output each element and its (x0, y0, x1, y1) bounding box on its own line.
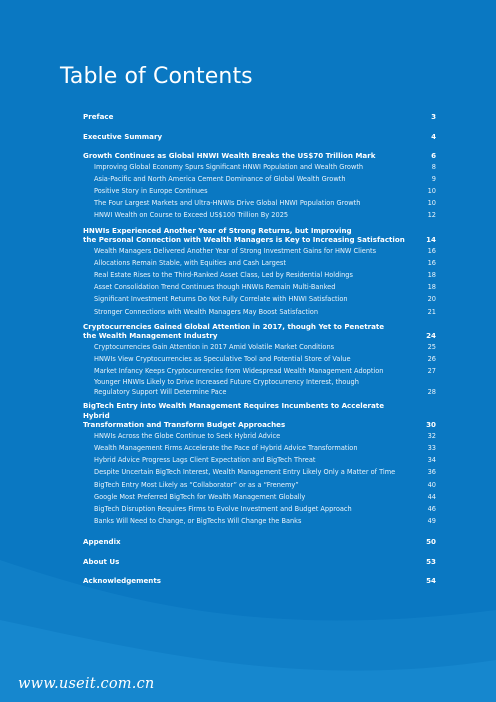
toc-subentry[interactable]: Asia-Pacific and North America Cement Dominance of Global Wealth Growth 9 (94, 174, 436, 183)
toc-subentry[interactable]: Positive Story in Europe Continues 10 (94, 186, 436, 195)
toc-subentry[interactable]: HNWI Wealth on Course to Exceed US$100 Trillion By 2025 12 (94, 211, 436, 220)
toc-subentry[interactable]: Wealth Managers Delivered Another Year of Strong Investment Gains for HNW Clients 16 (94, 246, 436, 255)
toc-subentry[interactable]: BigTech Entry Most Likely as “Collaborator” or as a “Frenemy” 40 (94, 480, 436, 489)
page-title: Table of Contents (60, 64, 253, 89)
toc-entry-about-us[interactable]: About Us 53 (83, 556, 436, 566)
page-number: 3 (431, 112, 436, 121)
toc-subentry[interactable]: Cryptocurrencies Gain Attention in 2017 Amid Volatile Market Conditions 25 (94, 342, 436, 351)
page-number: 30 (426, 420, 436, 430)
toc-subentry[interactable]: Market Infancy Keeps Cryptocurrencies from Widespread Wealth Management Adoption 27 (94, 367, 436, 376)
toc-subentry[interactable]: The Four Largest Markets and Ultra-HNWIs Drive Global HNWI Population Growth 10 (94, 199, 436, 208)
toc-subentry[interactable]: BigTech Disruption Requires Firms to Evolve Investment and Budget Approach 46 (94, 505, 436, 514)
toc-entry-preface[interactable]: Preface 3 (83, 112, 436, 121)
page-number: 14 (426, 235, 436, 245)
toc-subentry[interactable]: Asset Consolidation Trend Continues though HNWIs Remain Multi-Banked 18 (94, 283, 436, 292)
toc-subentry[interactable]: Younger HNWIs Likely to Drive Increased Future Cryptocurrency Interest, though Regulatory Support Will Determine Pace 28 (94, 378, 436, 396)
toc-subentry[interactable]: Wealth Management Firms Accelerate the Pace of Hybrid Advice Transformation 33 (94, 444, 436, 453)
page-number: 24 (426, 331, 436, 341)
page-number: 53 (426, 556, 436, 566)
toc-section-cryptocurrencies[interactable]: Cryptocurrencies Gained Global Attention in 2017, though Yet to Penetrate the Wealth Management Industry 24 (83, 321, 436, 341)
toc-section-bigtech[interactable]: BigTech Entry into Wealth Management Requires Incumbents to Accelerate Hybrid Transformation and Transform Budget Approaches 30 (83, 401, 436, 430)
toc-section-returns[interactable]: HNWIs Experienced Another Year of Strong Returns, but Improving the Personal Connection with Wealth Managers is Key to Increasing Satisfaction 14 (83, 225, 436, 245)
page-number: 6 (431, 151, 436, 160)
page-number: 4 (431, 131, 436, 141)
toc-subentry[interactable]: Hybrid Advice Progress Lags Client Expectation and BigTech Threat 34 (94, 456, 436, 465)
toc-entry-appendix[interactable]: Appendix 50 (83, 537, 436, 547)
toc-subentry[interactable]: Stronger Connections with Wealth Managers May Boost Satisfaction 21 (94, 307, 436, 316)
page-number: 54 (426, 576, 436, 586)
toc-subentry[interactable]: Improving Global Economy Spurs Significant HNWI Population and Wealth Growth 8 (94, 162, 436, 171)
toc-subentry[interactable]: HNWIs View Cryptocurrencies as Speculative Tool and Potential Store of Value 26 (94, 354, 436, 363)
watermark: www.useit.com.cn (18, 676, 155, 692)
page-number: 50 (426, 537, 436, 547)
toc-subentry[interactable]: HNWIs Across the Globe Continue to Seek Hybrid Advice 32 (94, 431, 436, 440)
toc-list (83, 112, 436, 586)
toc-subentry[interactable]: Google Most Preferred BigTech for Wealth Management Globally 44 (94, 492, 436, 501)
toc-entry-acknowledgements[interactable]: Acknowledgements 54 (83, 576, 436, 586)
toc-entry-executive-summary[interactable]: Executive Summary 4 (83, 131, 436, 141)
toc-section-growth[interactable]: Growth Continues as Global HNWI Wealth Breaks the US$70 Trillion Mark 6 (83, 151, 436, 160)
toc-subentry[interactable]: Allocations Remain Stable, with Equities and Cash Largest 16 (94, 258, 436, 267)
toc-subentry[interactable]: Real Estate Rises to the Third-Ranked Asset Class, Led by Residential Holdings 18 (94, 270, 436, 279)
toc-subentry[interactable]: Banks Will Need to Change, or BigTechs Will Change the Banks 49 (94, 517, 436, 526)
toc-subentry[interactable]: Despite Uncertain BigTech Interest, Wealth Management Entry Likely Only a Matter of Time 36 (94, 468, 436, 477)
toc-subentry[interactable]: Significant Investment Returns Do Not Fully Correlate with HNWI Satisfaction 20 (94, 295, 436, 304)
